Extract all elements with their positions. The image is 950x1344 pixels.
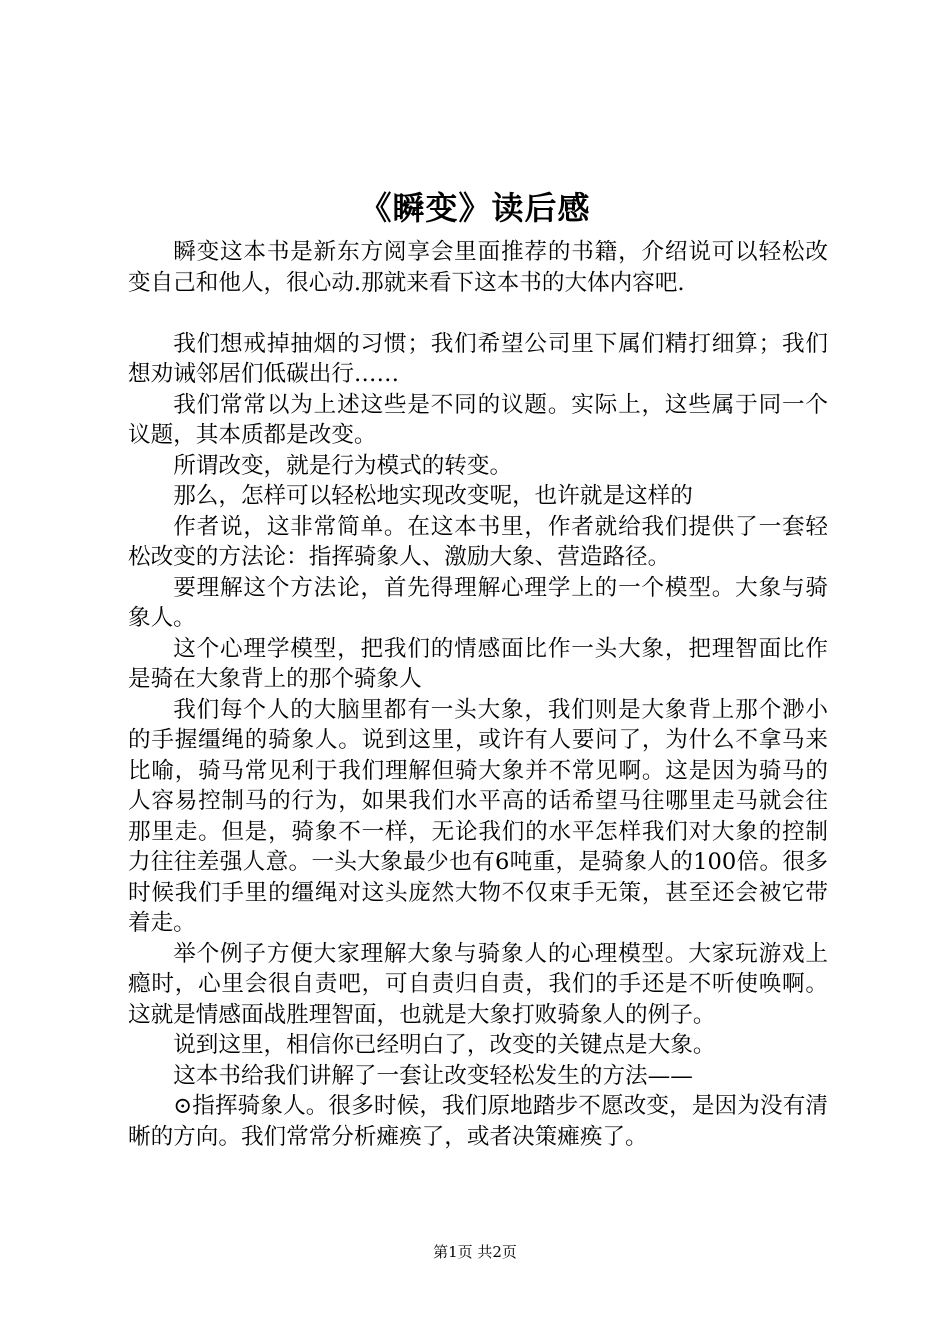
paragraph: 那么，怎样可以轻松地实现改变呢，也许就是这样的 [173, 483, 693, 509]
paragraph: 我们想戒掉抽烟的习惯；我们希望公司里下属们精打细算；我们想劝诫邻居们低碳出行…… [128, 330, 828, 387]
page-footer: 第1页 共2页 [433, 1243, 517, 1261]
paragraph: 这本书给我们讲解了一套让改变轻松发生的方法—— [173, 1062, 693, 1089]
document-body [128, 237, 828, 1152]
paragraph-intro: 瞬变这本书是新东方阅享会里面推荐的书籍，介绍说可以轻松改变自己和他人，很心动.那就来看下这本书的大体内容吧. [128, 239, 828, 296]
paragraph: 所谓改变，就是行为模式的转变。 [173, 452, 513, 479]
paragraph: 作者说，这非常简单。在这本书里，作者就给我们提供了一套轻松改变的方法论：指挥骑象人、激励大象、营造路径。 [128, 513, 828, 570]
paragraph: 这个心理学模型，把我们的情感面比作一头大象，把理智面比作是骑在大象背上的那个骑象人 [128, 635, 828, 692]
paragraph: 说到这里，相信你已经明白了，改变的关键点是大象。 [173, 1032, 716, 1058]
paragraph: ⊙指挥骑象人。很多时候，我们原地踏步不愿改变，是因为没有清晰的方向。我们常常分析瘫痪了，或者决策瘫痪了。 [128, 1093, 828, 1150]
paragraph: 我们常常以为上述这些是不同的议题。实际上，这些属于同一个议题，其本质都是改变。 [128, 391, 828, 448]
document-title: 《瞬变》读后感 [359, 189, 591, 227]
paragraph: 我们每个人的大脑里都有一头大象，我们则是大象背上那个渺小的手握缰绳的骑象人。说到这里，或许有人要问了，为什么不拿马来比喻，骑马常见利于我们理解但骑大象并不常见啊。这是因为骑马的人容易控制马的行为，如果我们水平高的话希望马往哪里走马就会往那里走。但是，骑象不一样，无论我们的水平怎样我们对大象的控制力往往差强人意。一头大象最少也有6吨重，是骑象人的100倍。很多时候我们手里的缰绳对这头庞然大物不仅束手无策，甚至还会被它带着走。 [128, 696, 828, 936]
paragraph: 举个例子方便大家理解大象与骑象人的心理模型。大家玩游戏上瘾时，心里会很自责吧，可自责归自责，我们的手还是不听使唤啊。这就是情感面战胜理智面，也就是大象打败骑象人的例子。 [128, 940, 828, 1028]
paragraph: 要理解这个方法论，首先得理解心理学上的一个模型。大象与骑象人。 [128, 574, 828, 631]
